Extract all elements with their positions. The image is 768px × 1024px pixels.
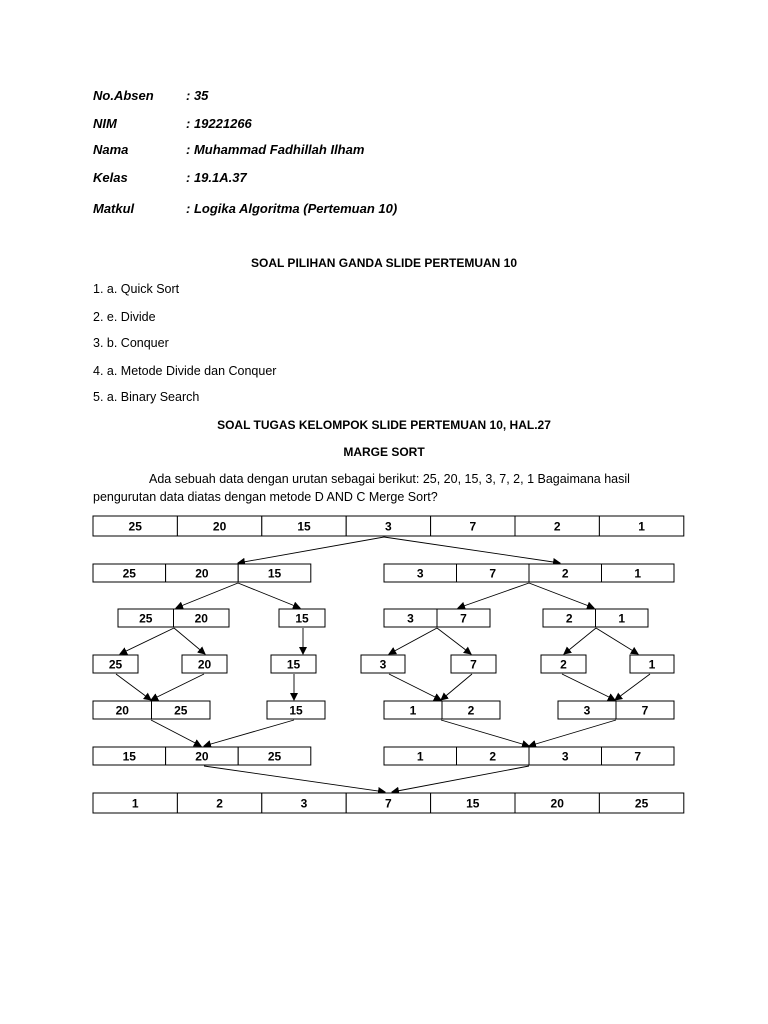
array-value: 15: [267, 566, 282, 581]
absen-value: : 35: [186, 88, 209, 103]
array-value: 2: [561, 566, 569, 581]
arrow: [389, 628, 437, 654]
merge-1-array: [93, 701, 210, 719]
array-value: 2: [560, 657, 567, 672]
section2-title: SOAL TUGAS KELOMPOK SLIDE PERTEMUAN 10, HAL.27: [217, 418, 551, 432]
arrow: [441, 720, 529, 746]
input-array: [93, 516, 684, 536]
array-value: 3: [300, 796, 308, 811]
split-3-array: [541, 655, 586, 673]
arrow: [529, 720, 616, 746]
answer-item: 1. a. Quick Sort: [93, 282, 180, 296]
arrow: [204, 720, 294, 746]
arrow: [458, 583, 529, 608]
section1-title: SOAL PILIHAN GANDA SLIDE PERTEMUAN 10: [250, 256, 518, 270]
split-3-array: [271, 655, 316, 673]
array-value: 7: [469, 519, 477, 534]
array-value: 25: [139, 611, 153, 626]
arrow: [174, 628, 205, 654]
array-value: 20: [195, 566, 209, 581]
array-value: 2: [216, 796, 223, 811]
question-body: Ada sebuah data dengan urutan sebagai berikut: 25, 20, 15, 3, 7, 2, 1 Bagaimana hasil pengurutan data diatas dengan metode D AND C Merge Sort?: [93, 472, 630, 504]
split-1-array: [384, 564, 674, 582]
split-2-array: [279, 609, 325, 627]
split-3-array: [630, 655, 674, 673]
array-value: 7: [489, 566, 497, 581]
nama-label: Nama: [93, 142, 129, 157]
arrow: [238, 583, 300, 608]
arrow: [176, 583, 238, 608]
answer-item: 3. b. Conquer: [93, 336, 169, 350]
array-value: 15: [122, 749, 136, 764]
arrow: [562, 674, 615, 700]
kelas-label: Kelas: [93, 170, 128, 185]
arrow: [384, 537, 560, 563]
merge-1-array: [384, 701, 500, 719]
arrow: [389, 674, 441, 700]
array-value: 7: [385, 796, 392, 811]
array-value: 3: [416, 566, 424, 581]
nim-label: NIM: [93, 116, 117, 131]
arrow: [238, 537, 384, 563]
array-value: 7: [641, 703, 649, 718]
answer-item: 2. e. Divide: [93, 310, 156, 324]
arrow: [392, 766, 529, 792]
array-value: 20: [195, 749, 209, 764]
matkul-value: : Logika Algoritma (Pertemuan 10): [186, 201, 398, 216]
array-value: 7: [460, 611, 467, 626]
arrow: [615, 674, 650, 700]
arrow: [437, 628, 471, 654]
arrow: [564, 628, 596, 654]
array-value: 2: [467, 703, 475, 718]
arrow: [120, 628, 174, 654]
arrow: [529, 583, 594, 608]
array-value: 25: [634, 796, 649, 811]
array-value: 1: [416, 749, 424, 764]
array-value: 20: [197, 657, 212, 672]
split-3-array: [361, 655, 405, 673]
answer-item: 5. a. Binary Search: [93, 390, 200, 404]
split-2-array: [118, 609, 229, 627]
array-value: 7: [634, 749, 642, 764]
array-value: 25: [267, 749, 282, 764]
split-1-array: [93, 564, 311, 582]
array-value: 15: [286, 657, 301, 672]
array-value: 1: [618, 611, 626, 626]
array-value: 1: [131, 796, 139, 811]
array-value: 1: [648, 657, 656, 672]
arrow: [441, 674, 472, 700]
array-value: 15: [466, 796, 480, 811]
kelas-value: : 19.1A.37: [186, 170, 247, 185]
array-value: 1: [634, 566, 642, 581]
answer-item: 4. a. Metode Divide dan Conquer: [93, 364, 277, 378]
split-3-array: [93, 655, 138, 673]
arrow: [151, 674, 204, 700]
arrow: [204, 766, 385, 792]
array-value: 3: [385, 519, 392, 534]
array-value: 3: [379, 657, 387, 672]
array-value: 20: [194, 611, 208, 626]
array-value: 2: [553, 519, 561, 534]
array-value: 2: [489, 749, 497, 764]
merge-2-array: [384, 747, 674, 765]
array-value: 20: [550, 796, 564, 811]
array-value: 15: [297, 519, 311, 534]
split-3-array: [182, 655, 227, 673]
array-value: 3: [407, 611, 414, 626]
arrow: [116, 674, 151, 700]
arrow: [596, 628, 638, 654]
array-value: 25: [122, 566, 136, 581]
split-3-array: [451, 655, 496, 673]
array-value: 1: [409, 703, 417, 718]
array-value: 2: [565, 611, 573, 626]
nim-value: : 19221266: [186, 116, 252, 131]
array-value: 7: [470, 657, 477, 672]
array-value: 15: [295, 611, 309, 626]
array-value: 3: [583, 703, 591, 718]
array-value: 25: [128, 519, 142, 534]
merge-2-array: [93, 747, 311, 765]
array-value: 25: [108, 657, 123, 672]
array-value: 1: [638, 519, 645, 534]
arrow: [151, 720, 201, 746]
merge-1-array: [267, 701, 325, 719]
array-value: 3: [561, 749, 569, 764]
array-value: 20: [212, 519, 227, 534]
matkul-label: Matkul: [93, 201, 135, 216]
array-value: 15: [289, 703, 303, 718]
array-value: 20: [115, 703, 129, 718]
absen-label: No.Absen: [93, 88, 154, 103]
nama-value: : Muhammad Fadhillah Ilham: [186, 142, 365, 157]
output-array: [93, 793, 684, 813]
section2-subtitle: MARGE SORT: [343, 445, 425, 459]
split-2-array: [384, 609, 490, 627]
array-value: 25: [174, 703, 188, 718]
split-2-array: [543, 609, 648, 627]
merge-1-array: [558, 701, 674, 719]
